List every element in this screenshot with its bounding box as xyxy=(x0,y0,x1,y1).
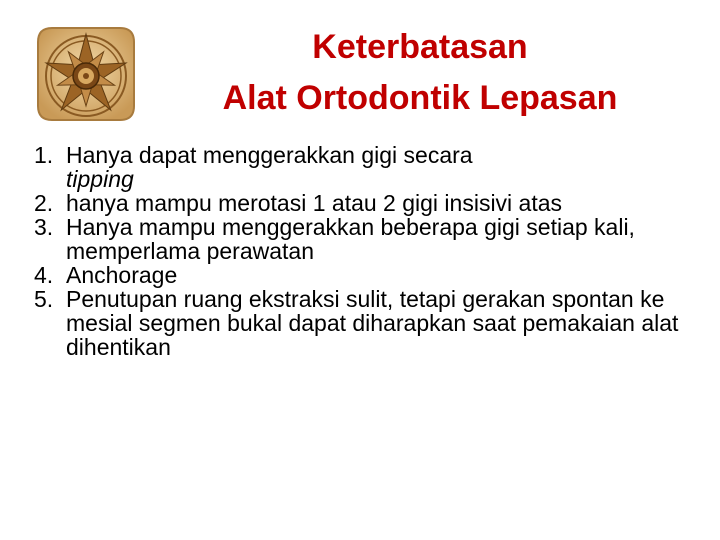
list-item xyxy=(34,263,694,287)
list-item xyxy=(34,215,694,263)
limitations-list xyxy=(34,143,694,359)
list-item-text: Hanya dapat menggerakkan gigi secara xyxy=(66,142,473,168)
university-emblem-icon xyxy=(30,22,142,126)
list-item xyxy=(34,287,694,359)
list-item xyxy=(34,143,694,191)
list-item-number: 5. xyxy=(34,286,54,312)
list-item-number: 1. xyxy=(34,142,54,168)
list-item-number: 2. xyxy=(34,190,54,216)
list-item-text: hanya mampu merotasi 1 atau 2 gigi insisivi atas xyxy=(66,190,563,216)
list-item-number: 4. xyxy=(34,262,54,288)
list-item-number: 3. xyxy=(34,214,54,240)
list-item-text: Anchorage xyxy=(66,262,178,288)
slide-title-line-1: Keterbatasan xyxy=(312,28,528,66)
list-item-italic-text: tipping xyxy=(66,166,134,192)
slide-title-line-2: Alat Ortodontik Lepasan xyxy=(222,79,618,117)
list-item-text: Penutupan ruang ekstraksi sulit, tetapi gerakan spontan ke mesial segmen bukal dapat diharapkan saat pemakaian alat dihentikan xyxy=(66,286,679,360)
slide-title xyxy=(160,22,680,124)
list-item-text: Hanya mampu menggerakkan beberapa gigi setiap kali, memperlama perawatan xyxy=(66,214,635,264)
list-item xyxy=(34,191,694,215)
